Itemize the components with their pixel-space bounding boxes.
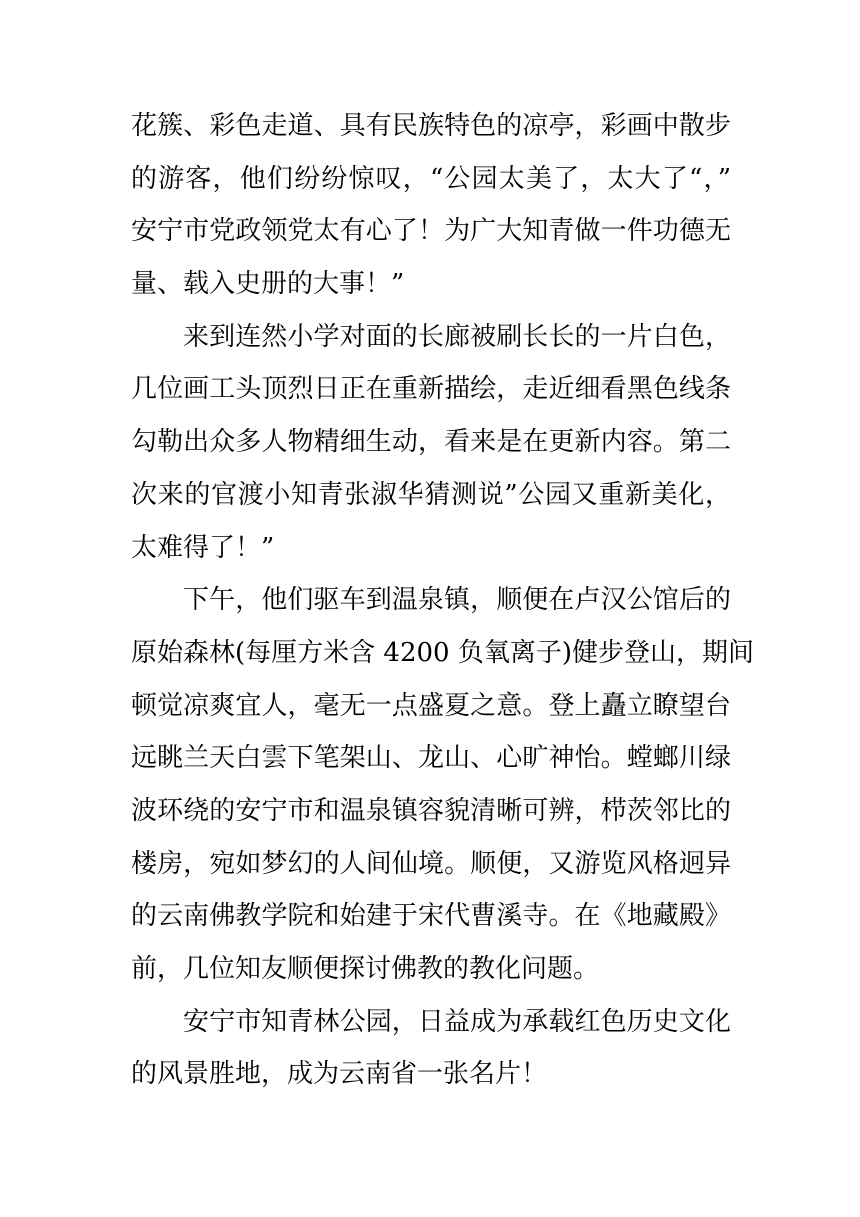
paragraph-1 [131, 100, 731, 311]
text-line: 太难得了！” [131, 532, 275, 563]
text-line: 几位画工头顶烈日正在重新描绘，走近细看黑色线条 [131, 374, 731, 405]
text-line: 下午，他们驱车到温泉镇，顺便在卢汉公馆后的 [183, 585, 731, 616]
text-line: 楼房，宛如梦幻的人间仙境。顺便，又游览风格迥异 [131, 848, 731, 879]
text-line: 的游客，他们纷纷惊叹，“公园太美了，太大了“，” [131, 163, 731, 194]
text-line: 来到连然小学对面的长廊被刷长长的一片白色， [183, 321, 731, 352]
text-line: 的云南佛教学院和始建于宋代曹溪寺。在《地藏殿》 [131, 901, 731, 932]
text-line: 的风景胜地，成为云南省一张名片！ [131, 1059, 548, 1090]
text-line: 次来的官渡小知青张淑华猜测说”公园又重新美化， [131, 479, 731, 510]
text-line: 安宁市党政领党太有心了！为广大知青做一件功德无 [131, 216, 731, 247]
text-line: 顿觉凉爽宜人，毫无一点盛夏之意。登上矗立瞭望台 [131, 690, 731, 721]
text-line: 远眺兰天白雲下笔架山、龙山、心旷神怡。螳螂川绿 [131, 743, 731, 774]
text-line: 量、载入史册的大事！” [131, 269, 405, 300]
text-line: 花簇、彩色走道、具有民族特色的凉亭，彩画中散步 [131, 111, 731, 141]
text-line: 勾勒出众多人物精细生动，看来是在更新内容。第二 [131, 427, 731, 458]
paragraph-3 [131, 574, 754, 996]
text-line: 原始森林(每厘方米含 4200 负氧离子)健步登山，期间 [131, 637, 754, 668]
document-body [131, 100, 754, 1101]
text-line: 安宁市知青林公园，日益成为承载红色历史文化 [183, 1006, 731, 1037]
paragraph-2 [131, 311, 731, 574]
text-line: 前，几位知友顺便探讨佛教的教化问题。 [131, 954, 600, 984]
text-line: 波环绕的安宁市和温泉镇容貌清晰可辨，栉茨邻比的 [131, 795, 731, 826]
paragraph-4 [131, 996, 731, 1101]
